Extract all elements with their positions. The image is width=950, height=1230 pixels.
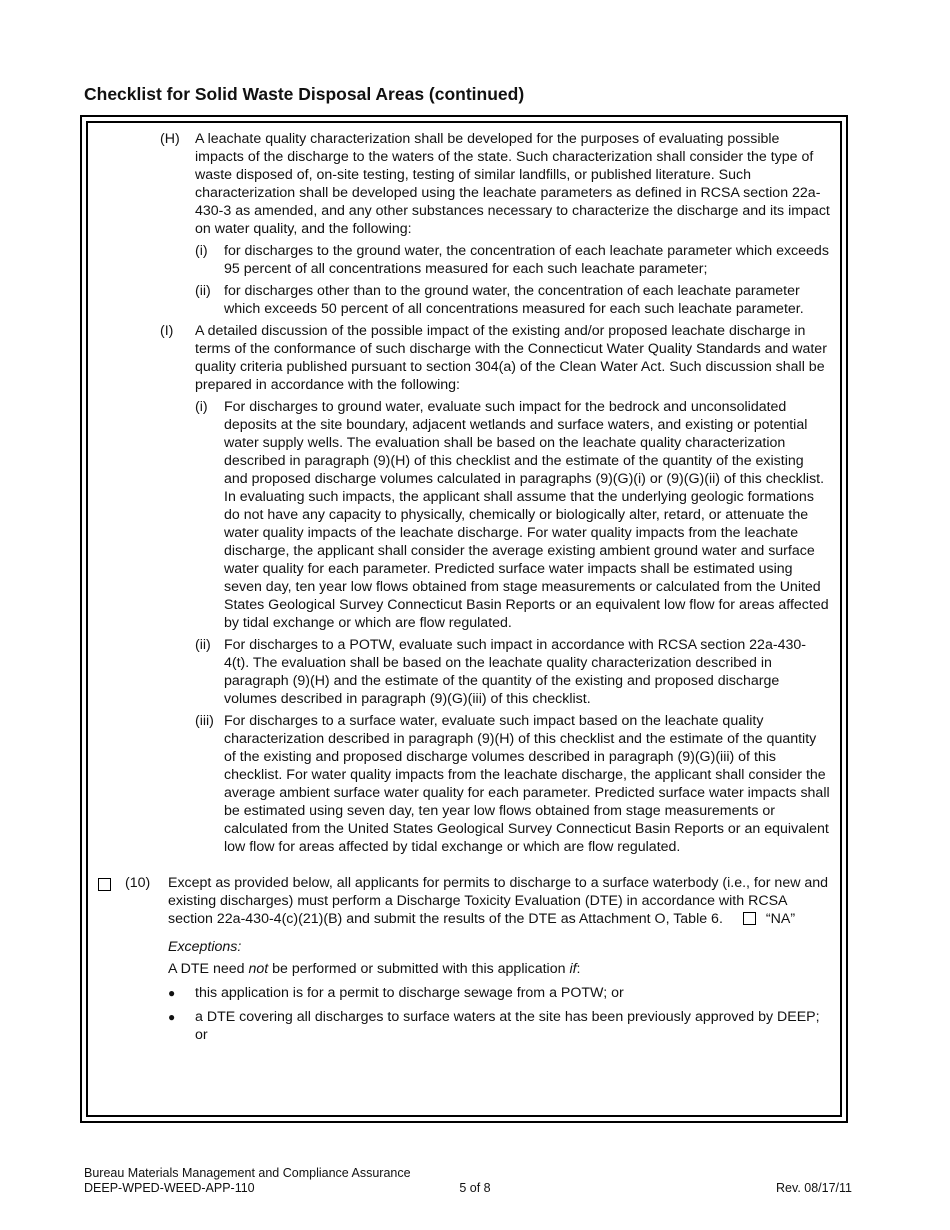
bullet-icon: ● bbox=[168, 1010, 176, 1024]
section-i-marker: (I) bbox=[160, 323, 174, 339]
section-h-item-marker: (i) bbox=[195, 243, 208, 259]
section-i-item-marker: (ii) bbox=[195, 637, 211, 653]
section-h-text: A leachate quality characterization shall be developed for the purposes of evaluating possible impacts of the discharge to the waters of the state. Such characterization shall consider the type of waste disposed of, on-site testing, testing of similar landfills, or published literature. Such characterization shall be developed using the leachate parameters as defined in RCSA section 22a-430-3 as amended, and any other substances necessary to characterize the discharge and its impact on water quality, and the following: bbox=[195, 131, 830, 237]
checklist-content bbox=[86, 130, 842, 1044]
exception-bullet-text: this application is for a permit to discharge sewage from a POTW; or bbox=[195, 985, 624, 1001]
section-i-item bbox=[195, 398, 830, 632]
footer-form-id: DEEP-WPED-WEED-APP-110 bbox=[84, 1181, 255, 1195]
section-10-check bbox=[98, 874, 125, 928]
section-10 bbox=[98, 874, 830, 928]
dte-not: not bbox=[248, 961, 269, 977]
dte-suffix: : bbox=[576, 961, 581, 977]
section-i bbox=[160, 322, 830, 394]
exception-bullet-text: a DTE covering all discharges to surface waters at the site has been previously approved by DEEP; or bbox=[195, 1009, 820, 1043]
dte-middle: be performed or submitted with this application bbox=[268, 961, 570, 977]
section-h-item bbox=[195, 282, 830, 318]
exceptions-label: Exceptions: bbox=[168, 939, 242, 955]
section-h-item-text: for discharges to the ground water, the concentration of each leachate parameter which exceeds 95 percent of all concentrations measured for each such leachate parameter; bbox=[224, 243, 829, 277]
section-h-item bbox=[195, 242, 830, 278]
section-10-body bbox=[168, 874, 830, 928]
section-10-number: (10) bbox=[125, 875, 151, 891]
section-h-marker: (H) bbox=[160, 131, 180, 147]
na-label: “NA” bbox=[765, 911, 796, 927]
section-10-checkbox[interactable] bbox=[98, 878, 111, 891]
section-i-item-text: For discharges to a POTW, evaluate such impact in accordance with RCSA section 22a-430-4(t). The evaluation shall be based on the leachate quality characterization described in paragraph (9)(H) and the estimate of the quantity of the existing and proposed discharge volumes described in paragraph (9)(G)(iii) of this checklist. bbox=[224, 637, 806, 707]
dte-prefix: A DTE need bbox=[168, 961, 249, 977]
section-h bbox=[160, 130, 830, 238]
exception-bullet bbox=[168, 1008, 830, 1044]
section-h-item-text: for discharges other than to the ground water, the concentration of each leachate parameter which exceeds 50 percent of all concentrations measured for each such leachate parameter. bbox=[224, 283, 804, 317]
section-i-item bbox=[195, 636, 830, 708]
dte-if: if bbox=[569, 961, 577, 977]
section-i-item-text: For discharges to a surface water, evaluate such impact based on the leachate quality characterization described in paragraph (9)(H) of this checklist and the estimate of the quantity of the existing and proposed discharge volumes described in paragraph (9)(G)(iii) of this checklist. For water quality impacts from the leachate discharge, the applicant shall consider the average ambient surface water quality for each parameter. Predicted surface water impacts shall be estimated using seven day, ten year low flows obtained from stage measurements or calculated from the United States Geological Survey Connecticut Basin Reports or an equivalent low flow for areas affected by tidal exchange or which are flow regulated. bbox=[224, 713, 830, 855]
footer-bureau: Bureau Materials Management and Compliance Assurance bbox=[84, 1166, 411, 1180]
section-i-item-marker: (iii) bbox=[195, 713, 214, 729]
na-checkbox[interactable] bbox=[743, 912, 756, 925]
section-i-text: A detailed discussion of the possible impact of the existing and/or proposed leachate discharge in terms of the conformance of such discharge with the Connecticut Water Quality Standards and water quality criteria published pursuant to section 304(a) of the Clean Water Act. Such discussion shall be prepared in accordance with the following: bbox=[195, 323, 827, 393]
section-i-item bbox=[195, 712, 830, 856]
section-10-text: Except as provided below, all applicants for permits to discharge to a surface waterbody (i.e., for new and existing discharges) must perform a Discharge Toxicity Evaluation (DTE) in accordance with RCSA section 22a-430-4(c)(21)(B) and submit the results of the DTE as Attachment O, Table 6. bbox=[168, 875, 829, 927]
section-h-item-marker: (ii) bbox=[195, 283, 211, 299]
dte-statement bbox=[168, 960, 830, 978]
footer-page-number: 5 of 8 bbox=[459, 1181, 491, 1195]
exception-bullet bbox=[168, 984, 830, 1002]
bullet-icon: ● bbox=[168, 986, 176, 1000]
section-i-item-text: For discharges to ground water, evaluate such impact for the bedrock and unconsolidated deposits at the site boundary, adjacent wetlands and surface waters, and existing or potential water supply wells. The evaluation shall be based on the leachate quality characterization described in paragraph (9)(H) of this checklist and the estimate of the quantity of the existing and proposed discharge volumes calculated in paragraphs (9)(G)(i) or (9)(G)(ii) of this checklist. In evaluating such impacts, the applicant shall assume that the underlying geologic formations do not have any capacity to physically, chemically or biologically alter, retard, or attenuate the water quality impacts of the leachate discharge. For water quality impacts from the leachate discharge, the applicant shall consider the average existing ambient ground water and surface water quality for each parameter. Predicted surface water impacts shall be estimated using seven day, ten year low flows obtained from stage measurements or calculated from the United States Geological Survey Connecticut Basin Reports or an equivalent low flow for areas affected by tidal exchange or which are flow regulated. bbox=[224, 399, 829, 631]
footer-revision: Rev. 08/17/11 bbox=[776, 1181, 852, 1195]
section-i-item-marker: (i) bbox=[195, 399, 208, 415]
page-title: Checklist for Solid Waste Disposal Areas (continued) bbox=[84, 84, 525, 104]
